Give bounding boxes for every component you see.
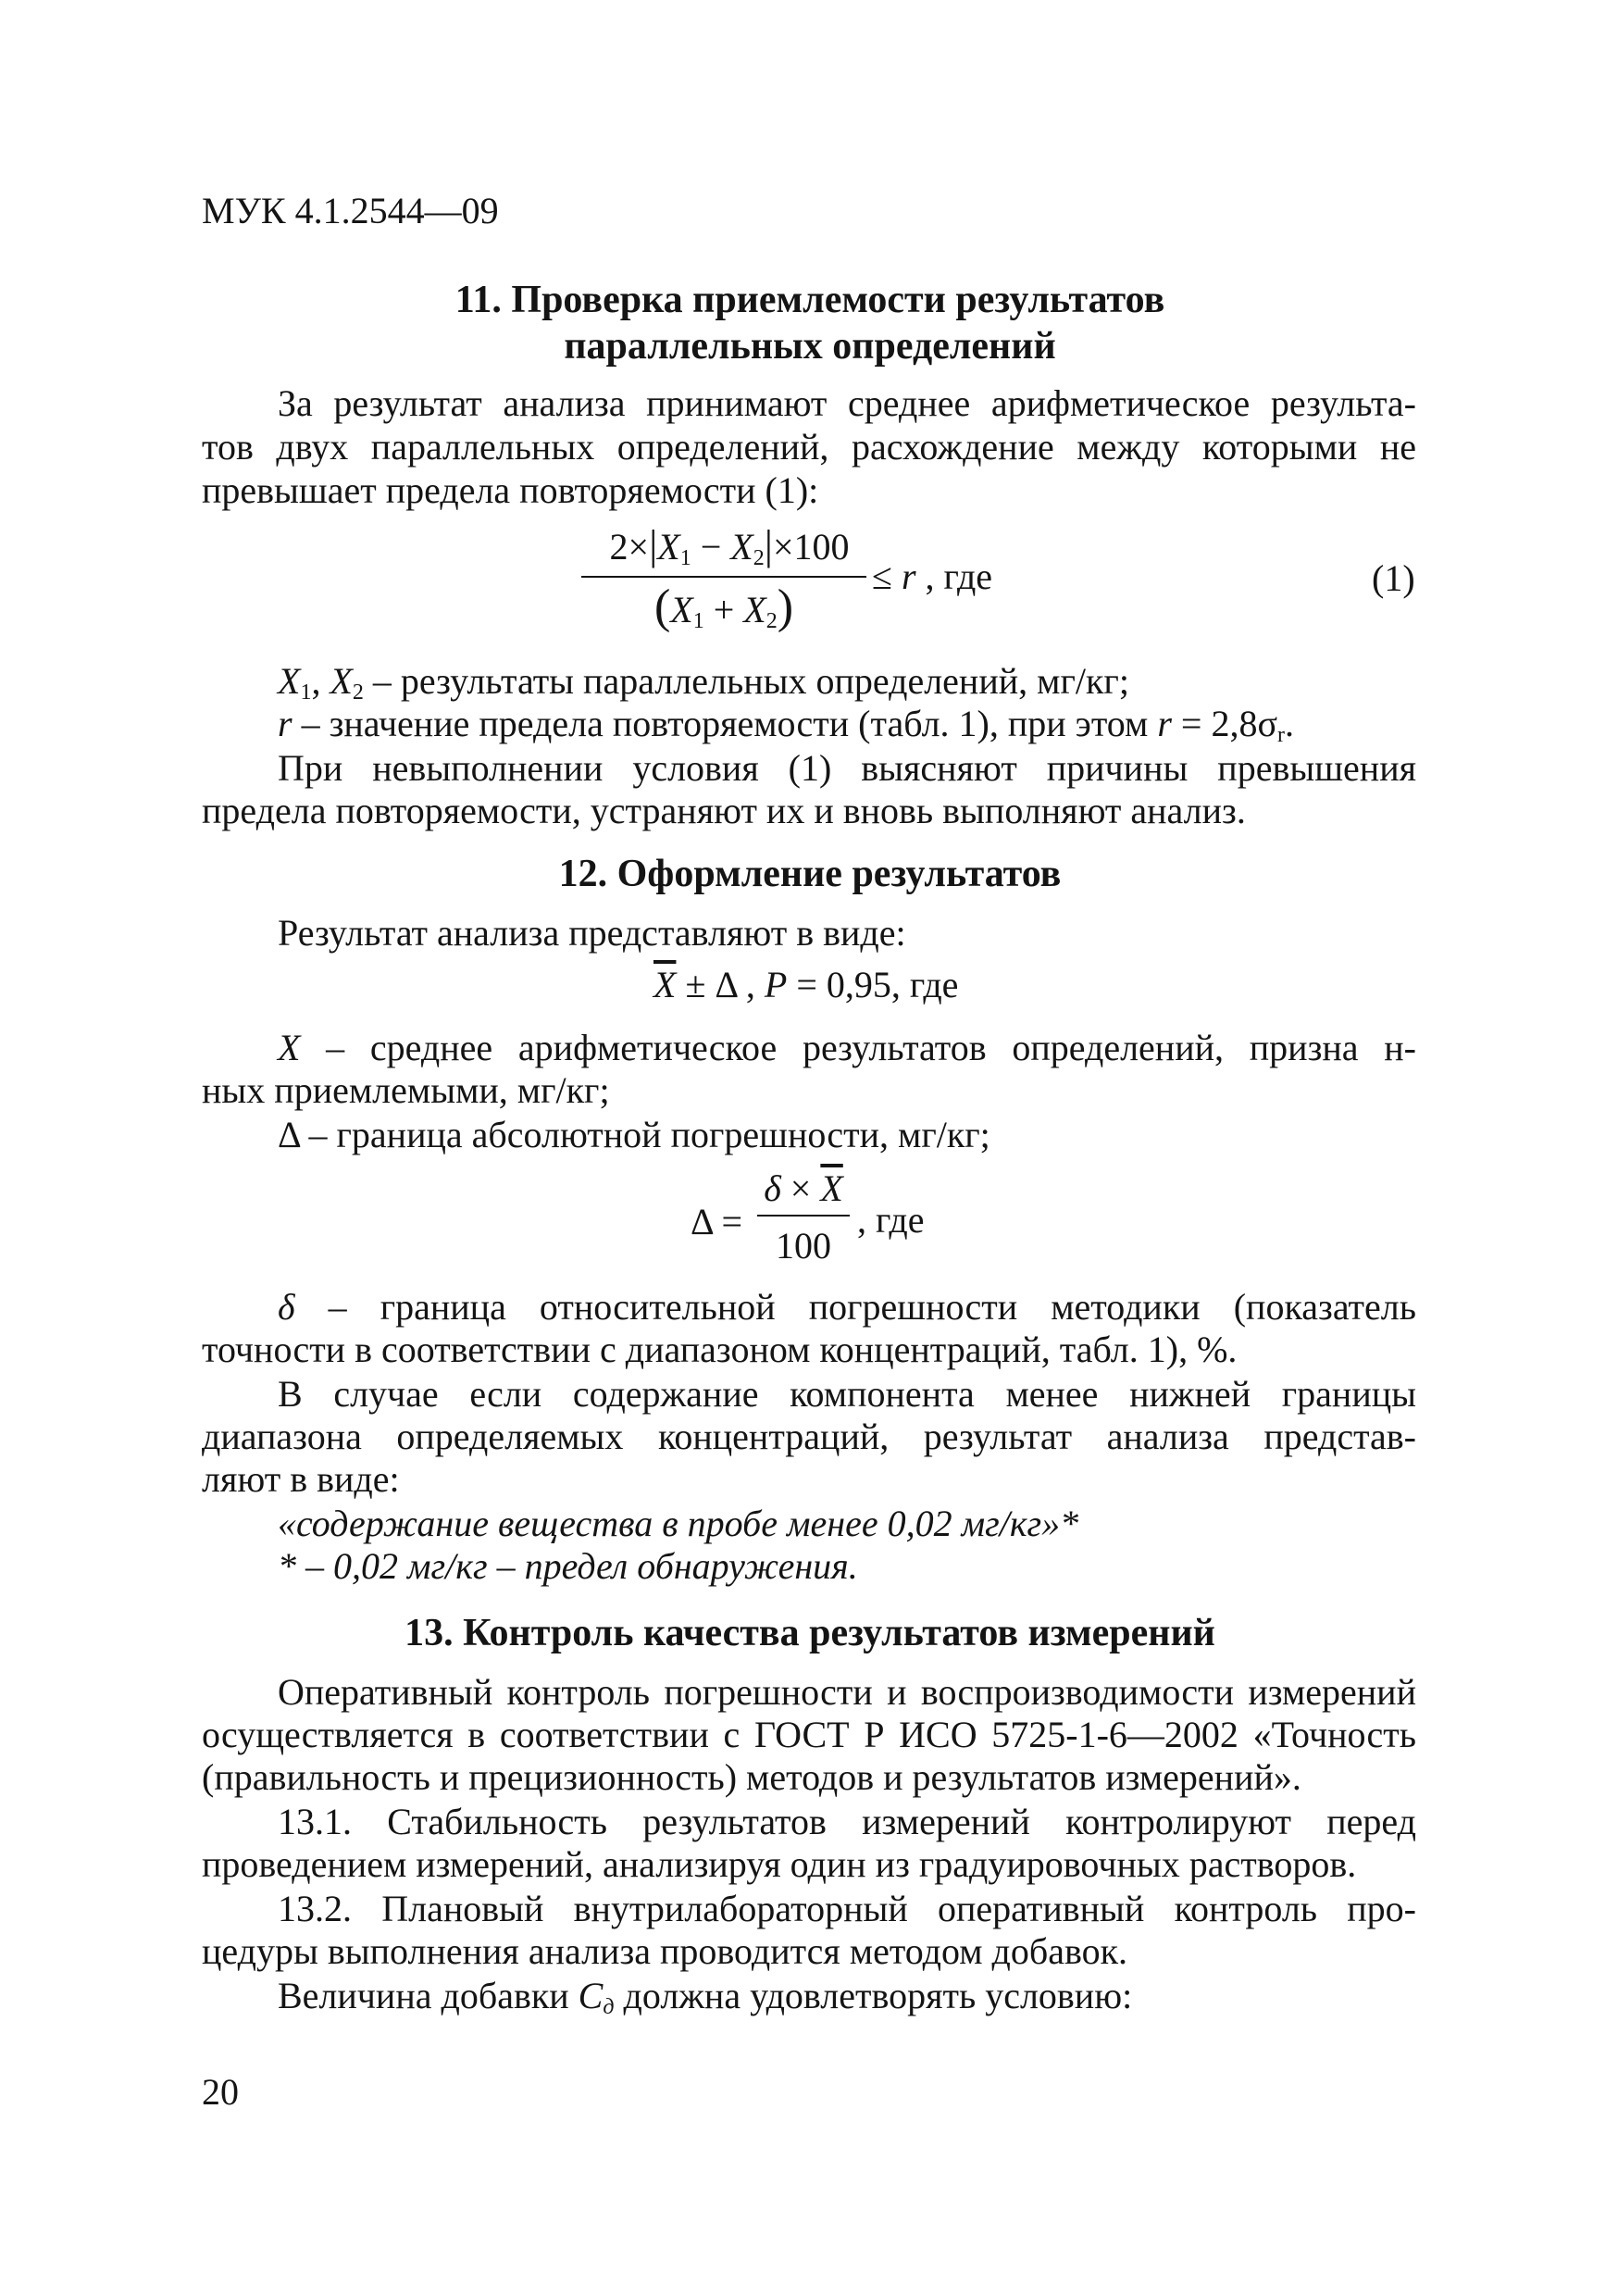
def-x1: X	[278, 660, 301, 702]
p4-text-b: должна удовлетворять условию:	[614, 1975, 1133, 2016]
section-12-paragraph-3-line-3: ляют в виде:	[202, 1458, 400, 1500]
formula-delta-times: ×	[780, 1167, 821, 1209]
section-12-paragraph-3-line-1: В случае если содержание компонента менее нижней границы	[278, 1373, 1416, 1415]
formula-result-p: P	[764, 964, 788, 1005]
p4-c-sub: д	[603, 1995, 615, 2019]
def-r-end: .	[1285, 703, 1295, 744]
section-13-paragraph-1-line-3: (правильность и прецизионность) методов и результатов измерений».	[202, 1756, 1301, 1798]
definition-x-line-1	[278, 1026, 1416, 1070]
formula-1-den-x2-sub: 2	[765, 609, 778, 633]
formula-1-x1: X	[657, 526, 680, 568]
formula-1-fraction-bar	[581, 576, 866, 578]
formula-delta-x-bar: $\overline{X}$	[820, 1167, 843, 1209]
formula-delta-fraction-bar	[757, 1215, 850, 1217]
def-small-delta-text: – граница относительной погрешности методики (показатель	[294, 1286, 1416, 1328]
def-x2: X	[330, 660, 353, 702]
formula-result-end: = 0,95, где	[787, 964, 959, 1005]
def-x-symbol: X	[278, 1027, 301, 1068]
formula-delta-denominator: 100	[776, 1225, 831, 1267]
formula-1-x2: X	[730, 526, 753, 568]
section-13-paragraph-1-line-1: Оперативный контроль погрешности и воспроизводимости измерений	[278, 1671, 1416, 1713]
section-12-title: 12. Оформление результатов	[558, 853, 1062, 895]
formula-1-x1-sub: 1	[679, 546, 691, 570]
section-13-paragraph-3-line-1: 13.2. Плановый внутрилабораторный оперативный контроль про-	[278, 1888, 1416, 1929]
section-12-paragraph-3-line-2: диапазона определяемых концентраций, результат анализа представ-	[202, 1416, 1416, 1457]
definition-small-delta-line-2: точности в соответствии с диапазоном концентраций, табл. 1), %.	[202, 1329, 1238, 1370]
formula-1-r: r	[901, 555, 916, 597]
formula-1-where: , где	[915, 555, 993, 597]
formula-1-den-close: )	[777, 580, 794, 633]
formula-1-den-open: (	[653, 580, 671, 633]
formula-1-den-x1: X	[670, 589, 693, 630]
formula-1-num-prefix: 2×	[609, 526, 650, 568]
section-11-paragraph-1-line-1: За результат анализа принимают среднее арифметическое результа-	[278, 382, 1416, 424]
formula-result-pm: ± Δ ,	[676, 964, 765, 1005]
def-x-line-1-text: – среднее арифметическое результатов определений, призна н-	[300, 1027, 1416, 1068]
def-x1-sub: 1	[300, 680, 312, 705]
formula-1-x2-sub: 2	[753, 546, 765, 570]
def-r-2: r	[1157, 703, 1172, 744]
formula-result-x-bar: $\overline{X}$	[653, 964, 677, 1005]
formula-1-condition	[872, 555, 992, 599]
formula-1-number: (1)	[1372, 557, 1415, 599]
formula-delta-lhs: Δ =	[691, 1201, 743, 1242]
page-number: 20	[202, 2071, 239, 2113]
p4-text-a: Величина добавки	[278, 1975, 579, 2016]
section-13-paragraph-2-line-2: проведением измерений, анализируя один из градуировочных растворов.	[202, 1843, 1357, 1885]
def-r-text: – значение предела повторяемости (табл. 1), при этом	[292, 703, 1158, 744]
section-11-title-line-2: параллельных определений	[564, 325, 1056, 368]
section-11-paragraph-2-line-1: При невыполнении условия (1) выясняют причины превышения	[278, 747, 1416, 789]
formula-delta-numerator	[757, 1167, 850, 1211]
section-12-italic-line-1: «содержание вещества в пробе менее 0,02 мг/кг»*	[278, 1503, 1079, 1544]
definition-x-line-2: ных приемлемыми, мг/кг;	[202, 1069, 610, 1111]
section-13-paragraph-4	[278, 1974, 1132, 2029]
section-13-paragraph-3-line-2: цедуры выполнения анализа проводится методом добавок.	[202, 1930, 1128, 1972]
formula-1-den-x1-sub: 1	[692, 609, 704, 633]
document-code: МУК 4.1.2544—09	[202, 190, 499, 231]
formula-1-plus: +	[703, 589, 744, 630]
definition-small-delta-line-1	[278, 1285, 1416, 1329]
section-13-title: 13. Контроль качества результатов измерений	[404, 1612, 1215, 1654]
def-x-text: – результаты параллельных определений, мг/кг;	[363, 660, 1129, 702]
section-12-italic-line-2: * – 0,02 мг/кг – предел обнаружения.	[278, 1545, 858, 1587]
formula-1-denominator	[581, 580, 866, 645]
def-comma: ,	[311, 660, 330, 702]
formula-1-den-x2: X	[743, 589, 766, 630]
formula-1-numerator: $2\times|X_1 - X_2|\times 100$	[609, 521, 850, 570]
section-12-paragraph-1: Результат анализа представляют в виде:	[278, 912, 906, 954]
def-small-delta-symbol: δ	[278, 1286, 295, 1328]
section-11-paragraph-2-line-2: предела повторяемости, устраняют их и вновь выполняют анализ.	[202, 790, 1246, 831]
def-x2-sub: 2	[352, 680, 364, 705]
section-11-paragraph-1-line-2: тов двух параллельных определений, расхождение между которыми не	[202, 426, 1416, 468]
section-13-paragraph-2-line-1: 13.1. Стабильность результатов измерений контролируют перед	[278, 1801, 1416, 1842]
def-sigma-sub: r	[1277, 723, 1286, 747]
formula-delta-delta: δ	[764, 1167, 781, 1209]
formula-result	[653, 963, 958, 1007]
formula-1-num-suffix: ×100	[772, 526, 850, 568]
def-r-eq: = 2,8σ	[1171, 703, 1278, 744]
section-11-title-line-1: 11. Проверка приемлемости результатов	[454, 279, 1165, 321]
def-r: r	[278, 703, 292, 744]
p4-c-symbol: С	[578, 1975, 604, 2016]
formula-delta-where: , где	[857, 1199, 925, 1241]
section-11-paragraph-1-line-3: превышает предела повторяемости (1):	[202, 469, 819, 511]
definition-delta: Δ – граница абсолютной погрешности, мг/кг;	[278, 1114, 990, 1155]
formula-1-le: ≤	[872, 555, 902, 597]
section-13-paragraph-1-line-2: осуществляется в соответствии с ГОСТ Р ИСО 5725-1-6—2002 «Точность	[202, 1714, 1416, 1755]
formula-1-minus: −	[691, 526, 731, 568]
